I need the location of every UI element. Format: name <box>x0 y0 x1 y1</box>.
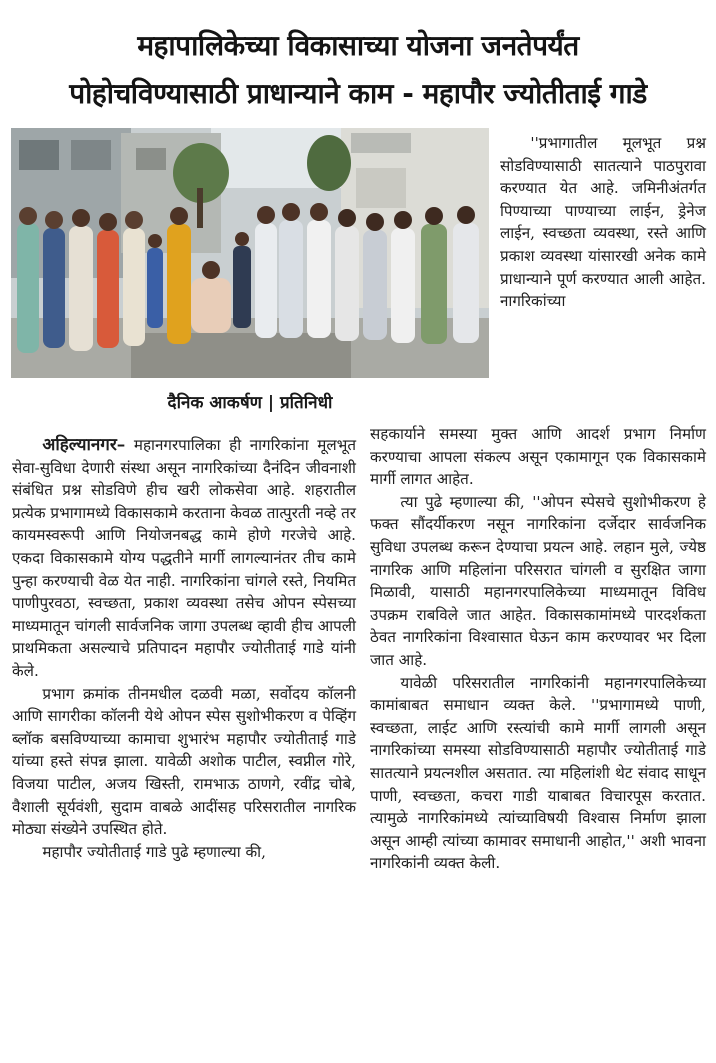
dateline: अहिल्यानगर– <box>42 435 126 455</box>
article-column-right-top <box>500 132 706 313</box>
paragraph: सहकार्याने समस्या मुक्त आणि आदर्श प्रभाग निर्माण करण्याचा आपला संकल्प असून एकामागून एक विकासकामे मार्गी लागत आहेत. <box>370 425 706 489</box>
article-column-left <box>12 434 356 863</box>
paragraph: महापौर ज्योतीताई गाडे पुढे म्हणाल्या की, <box>42 842 266 861</box>
paragraph: ''प्रभागातील मूलभूत प्रश्न सोडविण्यासाठी सातत्याने पाठपुरावा करण्यात येत आहे. जमिनीअंतर्गत पिण्याच्या पाण्याच्या लाईन, ड्रेनेज लाईन, स्वच्छता व्यवस्था, रस्ते आणि प्रकाश व्यवस्था यांसारखी अनेक कामे प्राधान्याने पूर्ण करण्यात आली आहेत. नागरिकांच्या <box>500 134 706 311</box>
headline <box>0 22 716 118</box>
paragraph: प्रभाग क्रमांक तीनमधील दळवी मळा, सर्वोदय कॉलनी आणि सागरीका कॉलनी येथे ओपन स्पेस सुशोभीकरण व पेव्हिंग ब्लॉक बसविण्याच्या कामाचा शुभारंभ महापौर ज्योतीताई गाडे यांच्या हस्ते संपन्न झाला. यावेळी अशोक पाटील, स्वप्नील गोरे, विजया पाटील, अजय खिस्ती, रामभाऊ ठाणगे, रवींद्र चोबे, वैशाली सूर्यवंशी, सुदाम वाबळे आदींसह परिसरातील नागरिक मोठ्या संख्येने उपस्थित होते. <box>12 684 356 839</box>
article-column-right <box>370 423 706 875</box>
paragraph: यावेळी परिसरातील नागरिकांनी महानगरपालिकेच्या कामांबाबत समाधान व्यक्त केले. ''प्रभागामध्ये पाणी, स्वच्छता, लाईट आणि रस्त्यांची कामे मार्गी लागली असून नागरिकांच्या समस्या सोडविण्यासाठी महापौर ज्योतीताई गाडे सातत्याने प्रयत्नशील असतात. त्या महिलांशी थेट संवाद साधून पाणी, स्वच्छता, कचरा गाडी याबाबत विचारपूस करतात. त्यामुळे नागरिकांमध्ये त्यांच्याविषयी विश्वास निर्माण झाला असून आम्ही त्यांच्या कामावर समाधानी आहोत,'' अशी भावना नागरिकांनी व्यक्त केली. <box>370 673 706 873</box>
paragraph-lead <box>12 434 356 683</box>
headline-line-2: पोहोचविण्यासाठी प्राधान्याने काम - महापौर ज्योतीताई गाडे <box>69 77 647 110</box>
paragraph: त्या पुढे म्हणाल्या की, ''ओपन स्पेसचे सुशोभीकरण हे फक्त सौंदर्यीकरण नसून नागरिकांना दर्जेदार सार्वजनिक सुविधा उपलब्ध करून देण्याचा प्रयत्न आहे. लहान मुले, ज्येष्ठ नागरिक आणि महिलांना परिसरात चांगली व सुरक्षित जागा मिळावी, यासाठी महानगरपालिकेच्या माध्यमातून विविध उपक्रम राबविले जात आहेत. विकासकामांमध्ये पारदर्शकता ठेवत नागरिकांना विश्वासात घेऊन काम करण्यावर भर दिला जात आहे. <box>370 492 706 669</box>
byline: दैनिक आकर्षण | प्रतिनिधी <box>167 393 333 413</box>
news-photo <box>11 128 489 378</box>
headline-line-1: महापालिकेच्या विकासाच्या योजना जनतेपर्यंत <box>137 29 579 62</box>
paragraph-lead-text: महानगरपालिका ही नागरिकांना मूलभूत सेवा-सुविधा देणारी संस्था असून नागरिकांच्या दैनंदिन जीवनाशी संबंधित प्रश्न सोडविणे हीच खरी लोकसेवा आहे. शहरातील प्रत्येक प्रभागामध्ये विकासकामे करताना केवळ तात्पुरती नव्हे तर कायमस्वरूपी आणि नियोजनबद्ध कामे होणे गरजेचे आहे. एकदा विकासकामे योग्य पद्धतीने मार्गी लागल्यानंतर तीच कामे पुन्हा करण्याची वेळ येत नाही. नागरिकांना चांगले रस्ते, नियमित पाणीपुरवठा, स्वच्छता, प्रकाश व्यवस्था तसेच ओपन स्पेसच्या माध्यमातून चांगली सार्वजनिक जागा उपलब्ध व्हावी हीच आपली प्राथमिकता असल्याचे प्रतिपादन महापौर ज्योतीताई गाडे यांनी केले. <box>12 436 357 680</box>
